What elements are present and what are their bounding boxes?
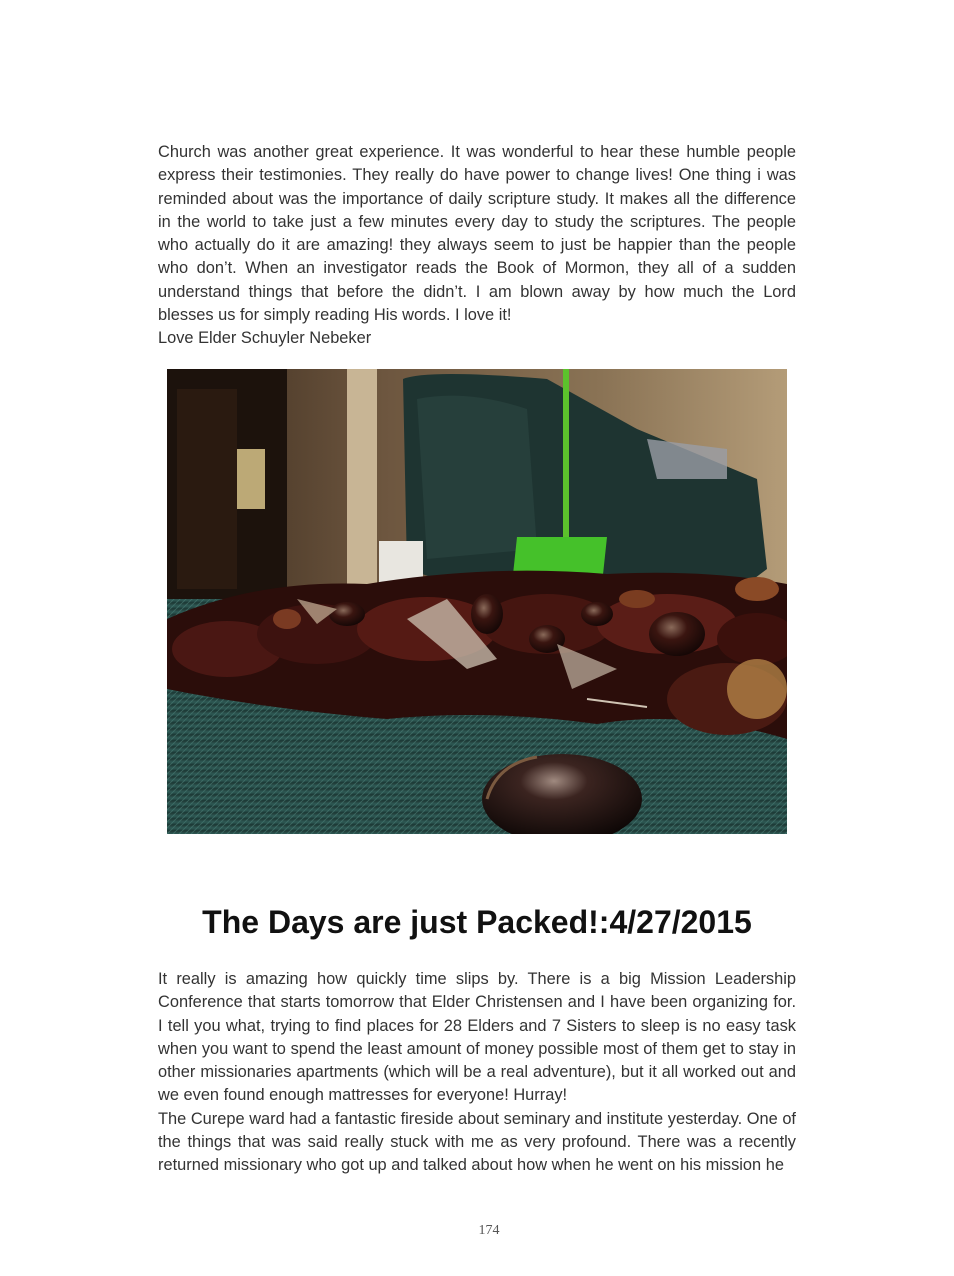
post-title: The Days are just Packed!:4/27/2015 [202,904,752,940]
entry-one-text [158,141,796,351]
cockroach-photo [167,369,787,834]
entry-two-paragraph-2: The Curepe ward had a fantastic fireside about seminary and institute yesterday. One of the things that was said really stuck with me as very profound. There was a recently returned missionary who got up and talked about how when he went on his mission he [158,1109,796,1175]
entry-two-text [158,968,796,1178]
entry-one-paragraph: Church was another great experience. It was wonderful to hear these humble people express their testimonies. They really do have power to change lives! One thing i was reminded about was the importance of daily scripture study. It makes all the difference in the world to take just a few minutes every day to study the scriptures. The people who actually do it are amazing! they always seem to just be happier than the people who don’t. When an investigator reads the Book of Mormon, they all of a sudden understand things that before the didn’t. I am blown away by how much the Lord blesses us for simply reading His words. I love it! [158,143,796,325]
page-number: 174 [478,1223,500,1238]
entry-one-signoff: Love Elder Schuyler Nebeker [158,329,372,348]
entry-two-paragraph-1: It really is amazing how quickly time slips by. There is a big Mission Leadership Conference that starts tomorrow that Elder Christensen and I have been organizing for. I tell you what, trying to find places for 28 Elders and 7 Sisters to sleep is no easy task when you want to spend the least amount of money possible most of them get to stay in other missionaries apartments (which will be a real adventure), but it all worked out and we even found enough mattresses for everyone! Hurray! [158,970,796,1105]
